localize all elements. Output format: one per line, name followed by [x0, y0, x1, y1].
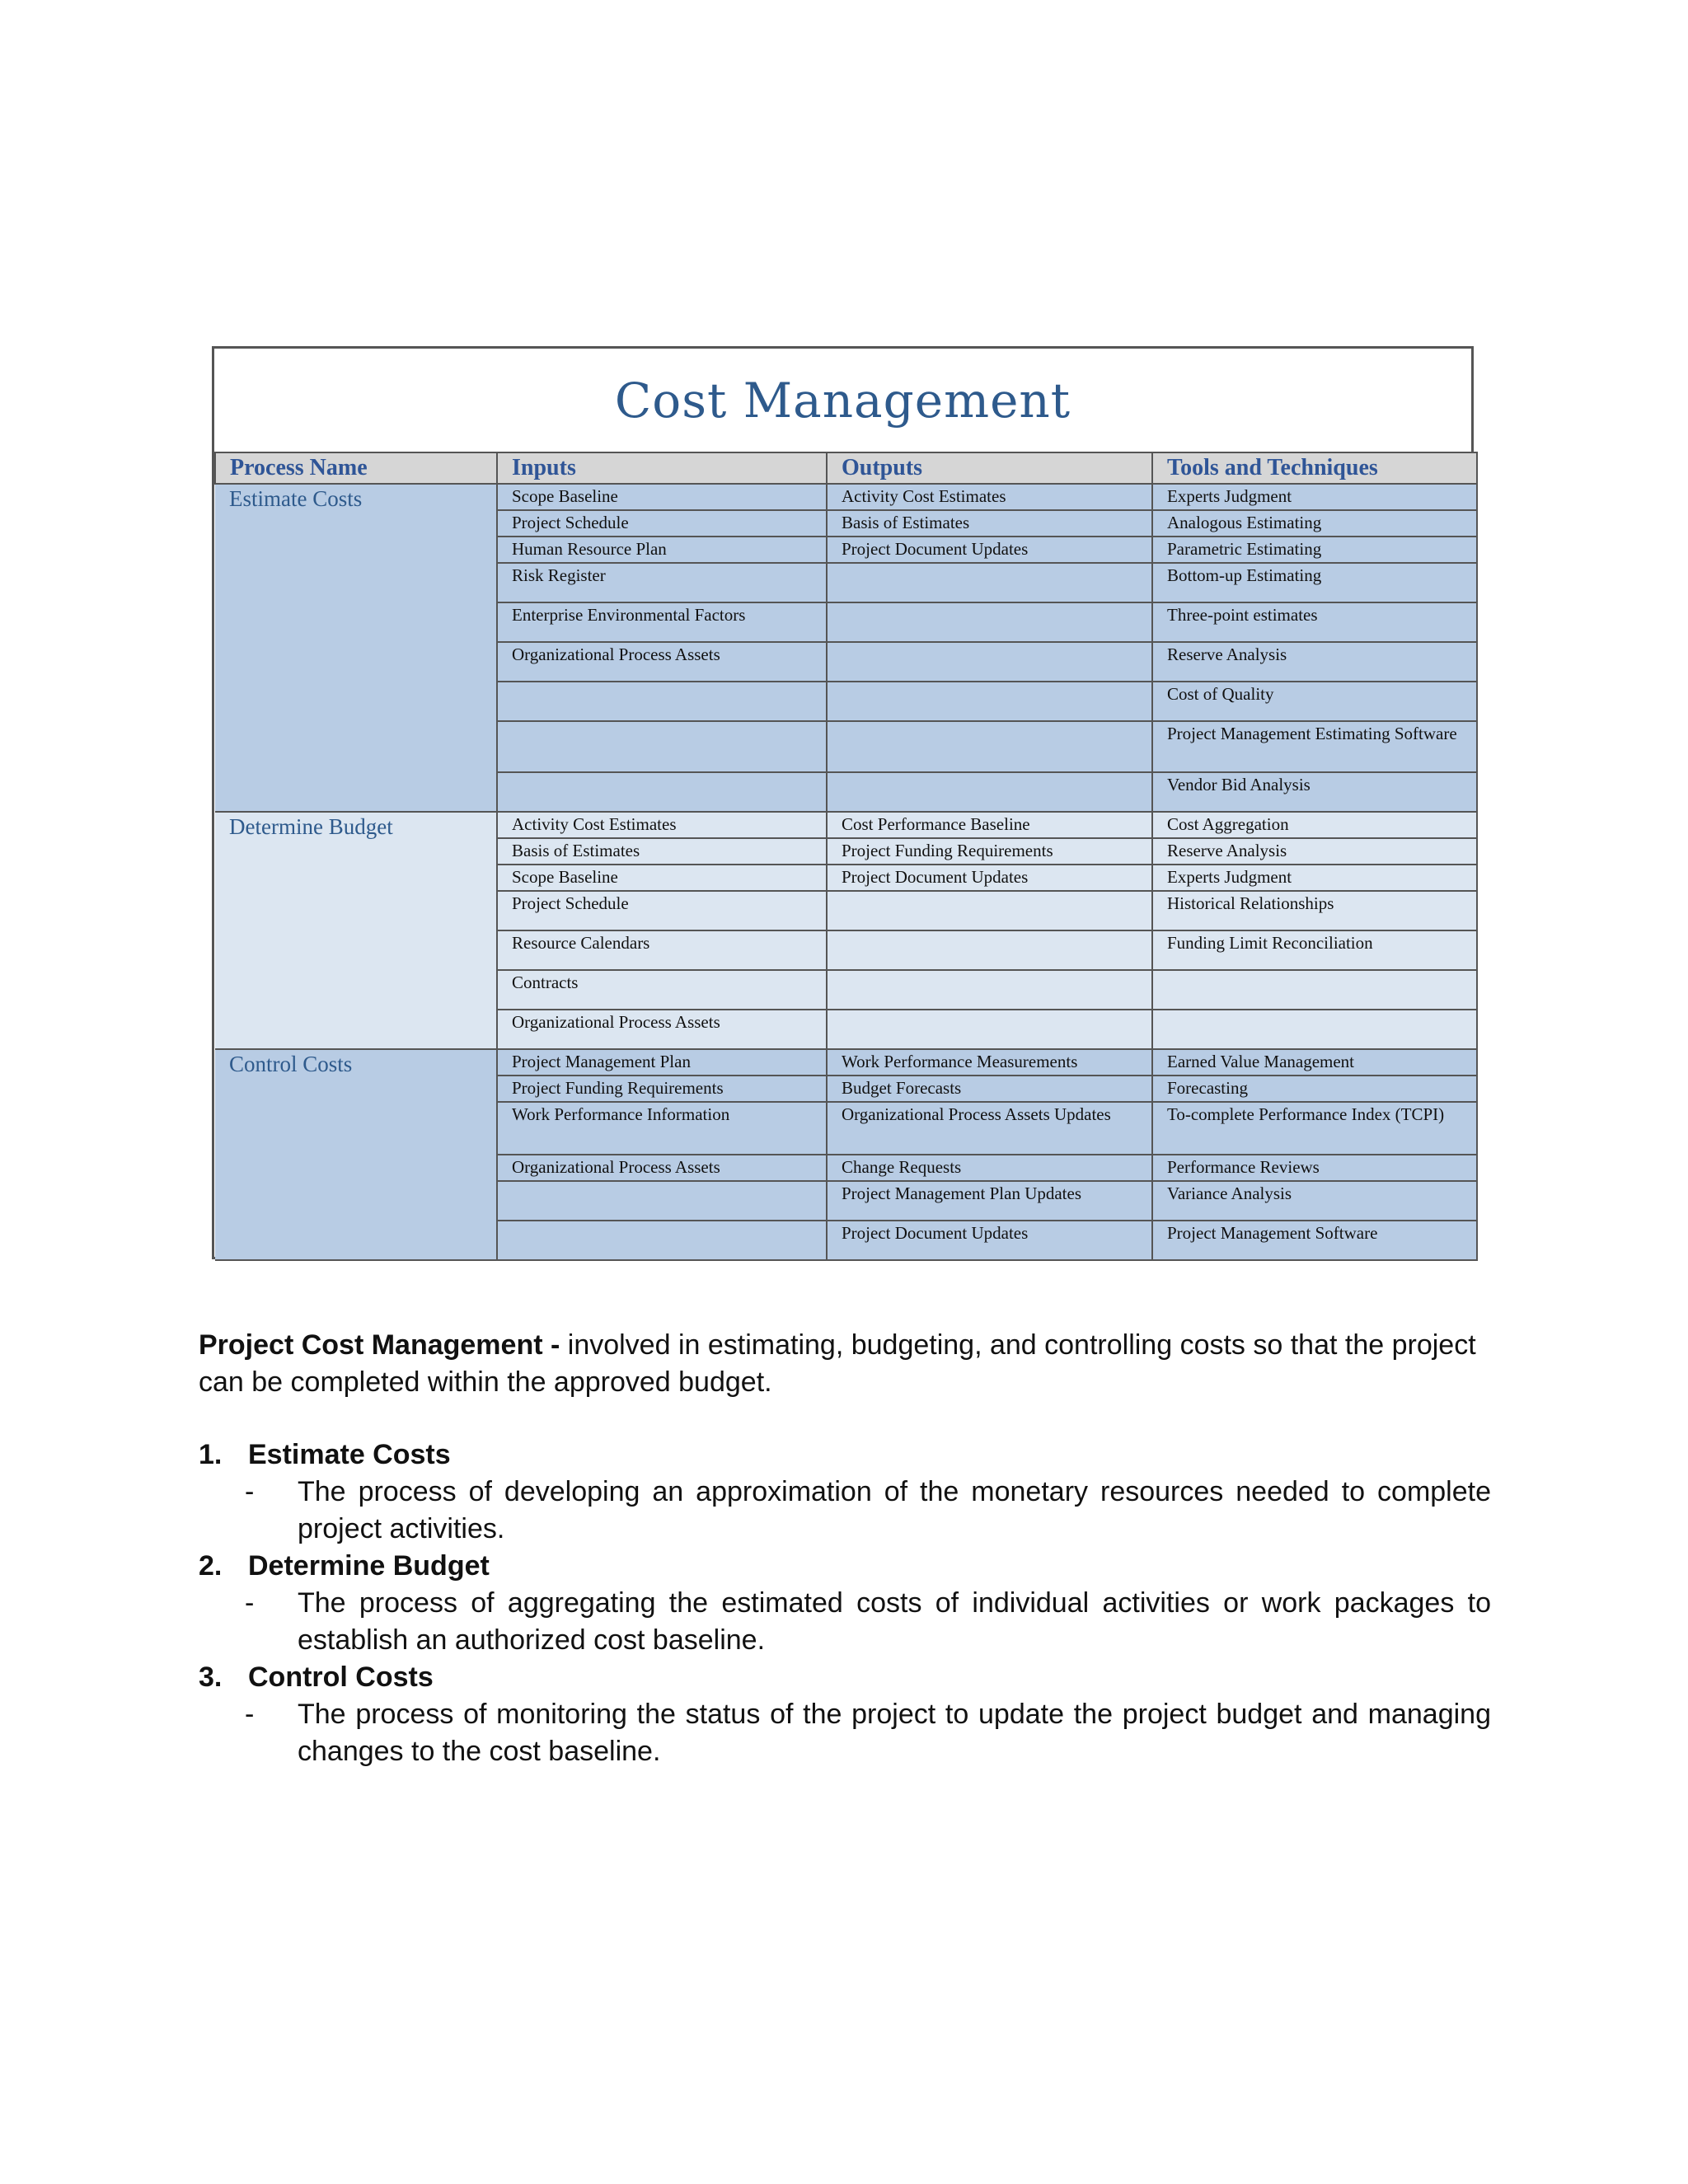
input-cell: Project Schedule [497, 510, 827, 537]
tool-cell [1152, 970, 1477, 1010]
tool-cell: Project Management Software [1152, 1221, 1477, 1260]
tool-cell: Analogous Estimating [1152, 510, 1477, 537]
intro-text: involved in estimating, budgeting, and controlling costs so that the project can be completed within the approved budget. [199, 1329, 1476, 1398]
input-cell [497, 1181, 827, 1221]
dash-bullet: - [245, 1587, 255, 1619]
input-cell [497, 772, 827, 812]
input-cell: Scope Baseline [497, 865, 827, 891]
list-item-number: 1. [199, 1439, 223, 1470]
output-cell [827, 721, 1152, 772]
input-cell [497, 682, 827, 721]
tool-cell: Cost of Quality [1152, 682, 1477, 721]
description-text: The process of aggregating the estimated costs of individual activities or work packages to establish an authorized cost baseline. [298, 1587, 1491, 1656]
input-cell: Organizational Process Assets [497, 642, 827, 682]
tool-cell: Project Management Estimating Software [1152, 721, 1477, 772]
input-cell: Scope Baseline [497, 484, 827, 510]
output-cell: Basis of Estimates [827, 510, 1152, 537]
list-item-number: 3. [199, 1661, 223, 1693]
input-cell: Project Schedule [497, 891, 827, 930]
output-cell [827, 772, 1152, 812]
list-item-number: 2. [199, 1550, 223, 1582]
tool-cell: Reserve Analysis [1152, 642, 1477, 682]
table-row [215, 484, 1477, 510]
tool-cell: Reserve Analysis [1152, 838, 1477, 865]
process-determine-budget: Determine Budget [215, 812, 497, 1049]
header-outputs: Outputs [827, 452, 1152, 484]
input-cell: Work Performance Information [497, 1102, 827, 1155]
cost-management-table [212, 346, 1474, 1259]
list-item [199, 1659, 1491, 1770]
process-estimate-costs: Estimate Costs [215, 484, 497, 812]
input-cell: Project Management Plan [497, 1049, 827, 1076]
list-item [199, 1548, 1491, 1659]
list-item-heading [199, 1548, 1491, 1585]
list-item [199, 1436, 1491, 1548]
list-item-heading [199, 1659, 1491, 1696]
input-cell: Organizational Process Assets [497, 1155, 827, 1181]
list-item-heading [199, 1436, 1491, 1474]
tool-cell: Three-point estimates [1152, 602, 1477, 642]
output-cell [827, 1010, 1152, 1049]
list-item-title: Control Costs [248, 1661, 434, 1693]
tool-cell: Funding Limit Reconciliation [1152, 930, 1477, 970]
tool-cell: Forecasting [1152, 1076, 1477, 1102]
tool-cell: Experts Judgment [1152, 484, 1477, 510]
process-list [199, 1436, 1491, 1770]
tool-cell: Historical Relationships [1152, 891, 1477, 930]
intro-paragraph [199, 1327, 1491, 1401]
input-cell: Contracts [497, 970, 827, 1010]
list-item-description [245, 1474, 1491, 1548]
header-tools: Tools and Techniques [1152, 452, 1477, 484]
tool-cell: Performance Reviews [1152, 1155, 1477, 1181]
intro-term: Project Cost Management - [199, 1329, 560, 1361]
input-cell: Enterprise Environmental Factors [497, 602, 827, 642]
input-cell: Risk Register [497, 563, 827, 602]
description-text: The process of developing an approximation of the monetary resources needed to complete project activities. [298, 1476, 1491, 1544]
tool-cell [1152, 1010, 1477, 1049]
header-inputs: Inputs [497, 452, 827, 484]
description-text: The process of monitoring the status of the project to update the project budget and managing changes to the cost baseline. [298, 1699, 1491, 1767]
output-cell [827, 602, 1152, 642]
output-cell [827, 642, 1152, 682]
process-table [214, 452, 1478, 1261]
output-cell: Activity Cost Estimates [827, 484, 1152, 510]
tool-cell: Bottom-up Estimating [1152, 563, 1477, 602]
tool-cell: Variance Analysis [1152, 1181, 1477, 1221]
tool-cell: Cost Aggregation [1152, 812, 1477, 838]
output-cell: Project Document Updates [827, 865, 1152, 891]
list-item-description [245, 1585, 1491, 1659]
input-cell: Organizational Process Assets [497, 1010, 827, 1049]
table-row [215, 812, 1477, 838]
output-cell [827, 970, 1152, 1010]
list-item-title: Estimate Costs [248, 1439, 451, 1470]
tool-cell: To-complete Performance Index (TCPI) [1152, 1102, 1477, 1155]
dash-bullet: - [245, 1699, 255, 1730]
input-cell: Resource Calendars [497, 930, 827, 970]
input-cell: Project Funding Requirements [497, 1076, 827, 1102]
input-cell: Human Resource Plan [497, 537, 827, 563]
output-cell: Budget Forecasts [827, 1076, 1152, 1102]
output-cell: Change Requests [827, 1155, 1152, 1181]
output-cell: Project Funding Requirements [827, 838, 1152, 865]
input-cell [497, 721, 827, 772]
output-cell: Project Document Updates [827, 1221, 1152, 1260]
output-cell [827, 563, 1152, 602]
input-cell [497, 1221, 827, 1260]
output-cell: Cost Performance Baseline [827, 812, 1152, 838]
input-cell: Activity Cost Estimates [497, 812, 827, 838]
output-cell [827, 930, 1152, 970]
output-cell: Project Document Updates [827, 537, 1152, 563]
table-row [215, 1049, 1477, 1076]
list-item-description [245, 1696, 1491, 1770]
tool-cell: Experts Judgment [1152, 865, 1477, 891]
dash-bullet: - [245, 1476, 255, 1507]
output-cell: Organizational Process Assets Updates [827, 1102, 1152, 1155]
output-cell [827, 891, 1152, 930]
output-cell: Project Management Plan Updates [827, 1181, 1152, 1221]
output-cell: Work Performance Measurements [827, 1049, 1152, 1076]
input-cell: Basis of Estimates [497, 838, 827, 865]
tool-cell: Earned Value Management [1152, 1049, 1477, 1076]
header-process-name: Process Name [215, 452, 497, 484]
output-cell [827, 682, 1152, 721]
tool-cell: Vendor Bid Analysis [1152, 772, 1477, 812]
list-item-title: Determine Budget [248, 1550, 490, 1582]
table-title: Cost Management [614, 372, 1071, 429]
tool-cell: Parametric Estimating [1152, 537, 1477, 563]
process-control-costs: Control Costs [215, 1049, 497, 1260]
